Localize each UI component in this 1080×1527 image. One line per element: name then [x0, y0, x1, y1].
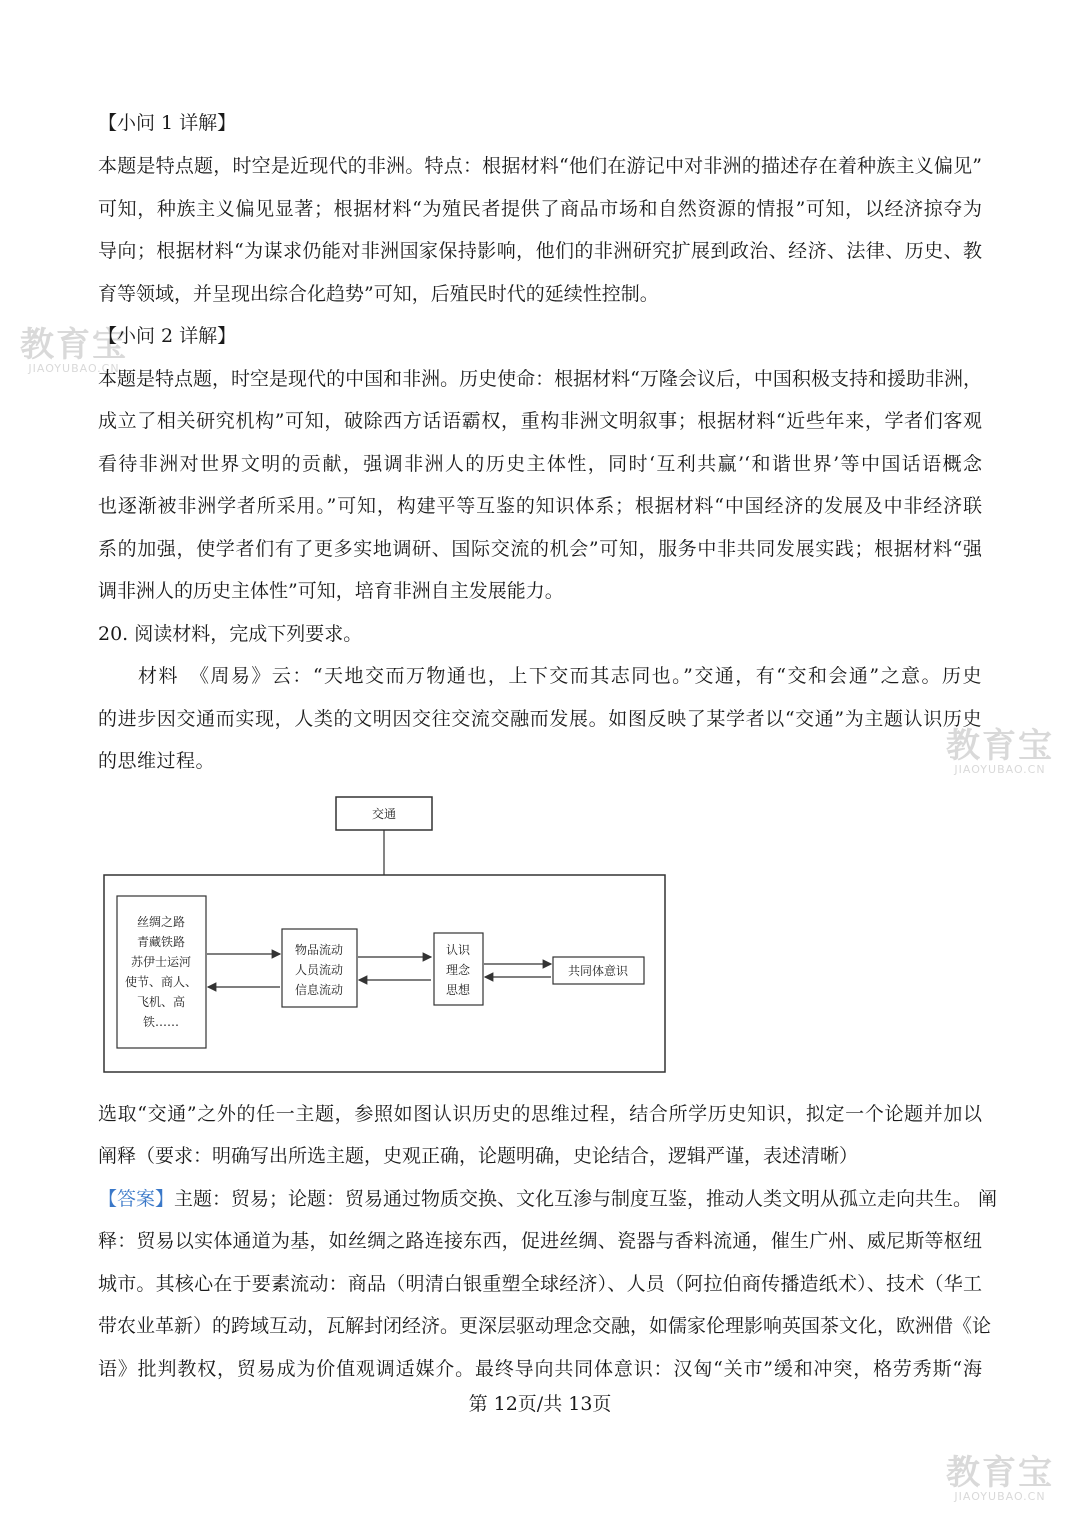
- q1-line: 可知，种族主义偏见显著；根据材料“为殖民者提供了商品市场和自然资源的情报”可知，以经济掠夺为: [98, 198, 982, 220]
- right-box-line: 理念: [445, 963, 471, 977]
- answer-line: 释：贸易以实体通道为基，如丝绸之路连接东西，促进丝绸、瓷器与香料流通，催生广州、威尼斯等枢纽: [98, 1230, 982, 1252]
- end-box-label: 共同体意识: [567, 964, 629, 978]
- watermark-left: 教育宝 JIAOYUBAO.CN: [20, 325, 128, 375]
- q1-line: 育等领域，并呈现出综合化趋势”可知，后殖民时代的延续性控制。: [98, 283, 659, 305]
- answer-line: 城市。其核心在于要素流动：商品（明清白银重塑全球经济）、人员（阿拉伯商传播造纸术）、技术（华工: [98, 1273, 982, 1295]
- left-box-line: 铁……: [142, 1015, 180, 1029]
- thinking-process-diagram: [100, 792, 670, 1077]
- answer-tag: 【答案】: [98, 1188, 175, 1210]
- left-box-line: 丝绸之路: [136, 915, 186, 929]
- left-box-line: 飞机、高: [136, 995, 186, 1009]
- right-box-line: 认识: [445, 943, 471, 957]
- watermark-right: 教育宝 JIAOYUBAO.CN: [946, 726, 1054, 776]
- material-line: 材料 《周易》云：“天地交而万物通也，上下交而其志同也。”交通，有“交和会通”之意。历史: [138, 665, 982, 687]
- task-line: 选取“交通”之外的任一主题，参照如图认识历史的思维过程，结合所学历史知识，拟定一个论题并加以: [98, 1103, 982, 1125]
- q2-line: 看待非洲对世界文明的贡献，强调非洲人的历史主体性，同时‘互利共赢’‘和谐世界’等中国话语概念: [98, 453, 982, 475]
- material-line: 的进步因交通而实现，人类的文明因交往交流交融而发展。如图反映了某学者以“交通”为主题认识历史: [98, 708, 982, 730]
- q2-line: 也逐渐被非洲学者所采用。”可知，构建平等互鉴的知识体系；根据材料“中国经济的发展及中非经济联: [98, 495, 982, 517]
- q1-title: 【小问 1 详解】: [98, 112, 237, 134]
- q1-line: 本题是特点题，时空是近现代的非洲。特点：根据材料“他们在游记中对非洲的描述存在着种族主义偏见”: [98, 155, 982, 177]
- page-number: 第 12页/共 13页: [468, 1393, 612, 1415]
- top-box-label: 交通: [371, 807, 397, 821]
- q2-line: 系的加强，使学者们有了更多实地调研、国际交流的机会”可知，服务中非共同发展实践；根据材料“强: [98, 538, 982, 560]
- answer-line: 带农业革新）的跨域互动，瓦解封闭经济。更深层驱动理念交融，如儒家伦理影响英国茶文化，欧洲借《论: [98, 1315, 992, 1337]
- right-box-line: 思想: [445, 983, 471, 997]
- left-box-line: 苏伊士运河: [130, 955, 192, 969]
- q1-line: 导向；根据材料“为谋求仍能对非洲国家保持影响，他们的非洲研究扩展到政治、经济、法律、历史、教: [98, 240, 982, 262]
- watermark-bottom: 教育宝 JIAOYUBAO.CN: [946, 1453, 1054, 1503]
- q20-title: 20. 阅读材料，完成下列要求。: [98, 623, 363, 645]
- q2-line: 本题是特点题，时空是现代的中国和非洲。历史使命：根据材料“万隆会议后，中国积极支持和援助非洲，: [98, 368, 982, 390]
- mid-box-line: 物品流动: [294, 943, 344, 957]
- answer-line: [98, 1186, 998, 1212]
- answer-text: 主题：贸易；论题：贸易通过物质交换、文化互渗与制度互鉴，推动人类文明从孤立走向共生。 阐: [174, 1188, 998, 1210]
- q2-line: 调非洲人的历史主体性”可知，培育非洲自主发展能力。: [98, 580, 564, 602]
- left-box-line: 使节、商人、: [124, 975, 198, 989]
- q2-title: 【小问 2 详解】: [98, 325, 237, 347]
- q2-line: 成立了相关研究机构”可知，破除西方话语霸权，重构非洲文明叙事；根据材料“近些年来，学者们客观: [98, 410, 982, 432]
- material-line: 的思维过程。: [98, 750, 216, 772]
- mid-box-line: 人员流动: [294, 963, 344, 977]
- task-line: 阐释（要求：明确写出所选主题，史观正确，论题明确，史论结合，逻辑严谨，表述清晰）: [98, 1145, 859, 1167]
- left-box-line: 青藏铁路: [136, 935, 186, 949]
- answer-line: 语》批判教权，贸易成为价值观调适媒介。最终导向共同体意识：汉匈“关市”缓和冲突，格劳秀斯“海: [98, 1358, 982, 1380]
- mid-box-line: 信息流动: [294, 983, 344, 997]
